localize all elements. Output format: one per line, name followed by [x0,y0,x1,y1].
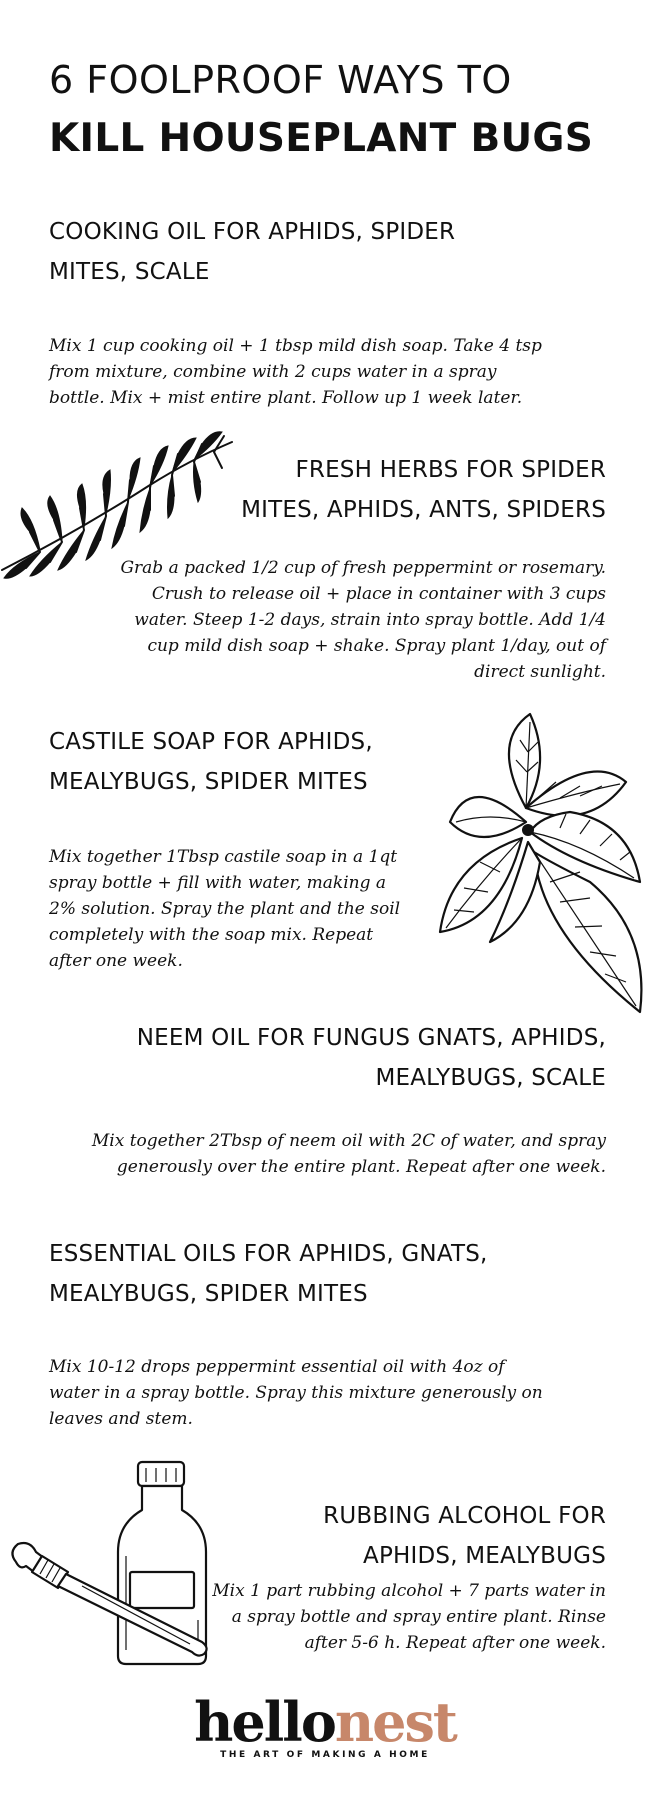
title-line-2: KILL HOUSEPLANT BUGS [49,116,594,161]
section-2-body-line: Crush to release oil + place in container with 3 cups [151,584,606,604]
dropper-bottle-illustration [6,1460,216,1666]
section-5-body-line: leaves and stem. [49,1409,193,1429]
section-6-body-line: Mix 1 part rubbing alcohol + 7 parts water in [212,1581,606,1601]
section-4-heading-line: NEEM OIL FOR FUNGUS GNATS, APHIDS, [136,1025,606,1051]
section-1-body [49,333,542,411]
section-2-heading-line: MITES, APHIDS, ANTS, SPIDERS [241,497,606,523]
section-3-body-line: Mix together 1Tbsp castile soap in a 1qt [49,847,398,867]
section-2-body [120,555,606,685]
section-1-heading-line: COOKING OIL FOR APHIDS, SPIDER [49,219,456,245]
section-6-heading-line: RUBBING ALCOHOL FOR [323,1503,606,1529]
section-2-body-line: water. Steep 1-2 days, strain into spray bottle. Add 1/4 [134,610,606,630]
section-1-heading [49,212,455,292]
section-4-body-line: Mix together 2Tbsp of neem oil with 2C of water, and spray [91,1131,606,1151]
section-1-heading-line: MITES, SCALE [49,259,210,285]
section-1-body-line: from mixture, combine with 2 cups water in a spray [49,362,497,382]
section-3-body [49,844,400,974]
section-2-heading-line: FRESH HERBS FOR SPIDER [295,457,606,483]
section-6-heading-line: APHIDS, MEALYBUGS [363,1543,606,1569]
section-4-heading-line: MEALYBUGS, SCALE [375,1065,606,1091]
section-1-body-line: bottle. Mix + mist entire plant. Follow up 1 week later. [49,388,523,408]
section-6-body [212,1578,606,1656]
section-2-body-line: direct sunlight. [474,662,606,682]
section-3-body-line: after one week. [49,951,183,971]
section-5-heading-line: ESSENTIAL OILS FOR APHIDS, GNATS, [49,1241,488,1267]
brand-logo [0,1692,650,1760]
section-3-heading-line: CASTILE SOAP FOR APHIDS, [49,729,373,755]
section-2-heading [241,450,606,530]
brand-tagline: THE ART OF MAKING A HOME [220,1750,430,1760]
section-1-body-line: Mix 1 cup cooking oil + 1 tbsp mild dish soap. Take 4 tsp [49,336,542,356]
section-2-body-line: cup mild dish soap + shake. Spray plant 1/day, out of [147,636,606,656]
section-5-body-line: Mix 10-12 drops peppermint essential oil with 4oz of [49,1357,505,1377]
section-3-heading [49,722,373,802]
title-line-1: 6 FOOLPROOF WAYS TO [49,58,512,102]
section-3-heading-line: MEALYBUGS, SPIDER MITES [49,769,368,795]
section-3-body-line: 2% solution. Spray the plant and the soil [49,899,401,919]
section-3-body-line: completely with the soap mix. Repeat [49,925,374,945]
section-5-body [49,1354,543,1432]
section-4-body [92,1128,606,1180]
section-6-body-line: after 5-6 h. Repeat after one week. [304,1633,606,1653]
section-5-heading [49,1234,488,1314]
section-5-heading-line: MEALYBUGS, SPIDER MITES [49,1281,368,1307]
section-5-body-line: water in a spray bottle. Spray this mixture generously on [49,1383,543,1403]
section-6-heading [323,1496,606,1576]
brand-name-part-2: nest [334,1690,456,1754]
section-3-body-line: spray bottle + fill with water, making a [49,873,387,893]
brand-wordmark [0,1692,650,1752]
brand-name-part-1: hello [194,1690,335,1754]
section-4-heading [137,1018,606,1098]
mint-leaves-illustration [430,712,650,1022]
section-2-body-line: Grab a packed 1/2 cup of fresh peppermint or rosemary. [120,558,606,578]
section-6-body-line: a spray bottle and spray entire plant. Rinse [231,1607,606,1627]
section-4-body-line: generously over the entire plant. Repeat after one week. [116,1157,606,1177]
